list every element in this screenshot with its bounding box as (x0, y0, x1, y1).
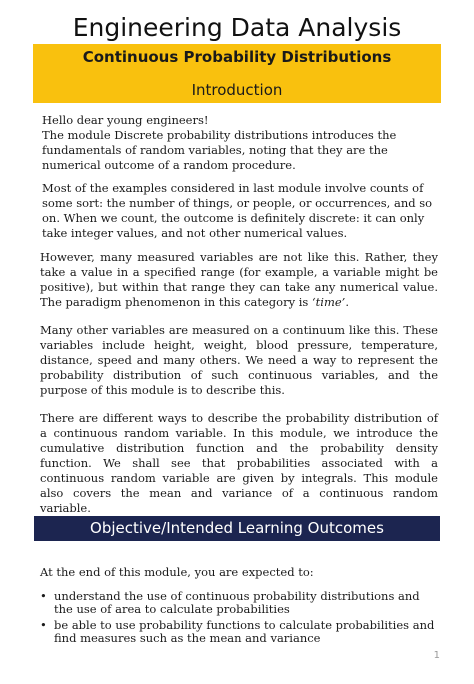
list-item (40, 619, 440, 645)
document-subtitle: Continuous Probability Distributions (82, 48, 392, 66)
intro-paragraph-1: The module Discrete probability distributions introduces the fundamentals of random variables, noting that they are the numerical outcome of a random procedure. (42, 128, 397, 172)
bullet-icon: • (40, 589, 47, 603)
document-title: Engineering Data Analysis (72, 13, 402, 42)
section-heading-introduction: Introduction (191, 81, 283, 99)
bullet-icon: • (40, 618, 47, 632)
paragraph-3-emphasis: ‘time’ (311, 295, 346, 309)
intro-paragraph-3 (40, 250, 438, 310)
list-item (40, 590, 440, 616)
title-banner (33, 44, 441, 103)
greeting-text: Hello dear young engineers! (42, 113, 209, 127)
objectives-list (40, 590, 440, 645)
page-number: 1 (433, 650, 440, 661)
objectives-lead-text: At the end of this module, you are expected to: (40, 565, 314, 579)
intro-paragraph-5: There are different ways to describe the probability distribution of a continuous random variable. In this module, we introduce the cumulative distribution function and the probability density function. We shall see that probabilities associated with a continuous random variable are given by integrals. This module also covers the mean and variance of a continuous random variable. (40, 411, 438, 515)
list-item-text: be able to use probability functions to calculate probabilities and find measures such as the mean and variance (54, 618, 435, 645)
paragraph-3-text: However, many measured variables are not like this. Rather, they take a value in a specified range (for example, a variable might be positive), but within that range they can take any numerical value. The paradigm phenomenon in this category is (40, 250, 438, 309)
objectives-heading-bar: Objective/Intended Learning Outcomes (34, 516, 440, 541)
list-item-text: understand the use of continuous probability distributions and the use of area to calculate probabilities (54, 589, 420, 616)
paragraph-3-end: . (345, 295, 349, 309)
intro-paragraph-2: Most of the examples considered in last module involve counts of some sort: the number of things, or people, or occurrences, and so on. When we count, the outcome is definitely discrete: it can only take integer values, and not other numerical values. (42, 181, 433, 240)
intro-paragraph-4: Many other variables are measured on a continuum like this. These variables include height, weight, blood pressure, temperature, distance, speed and many others. We need a way to represent the probability distribution of such continuous variables, and the purpose of this module is to describe this. (40, 323, 438, 397)
